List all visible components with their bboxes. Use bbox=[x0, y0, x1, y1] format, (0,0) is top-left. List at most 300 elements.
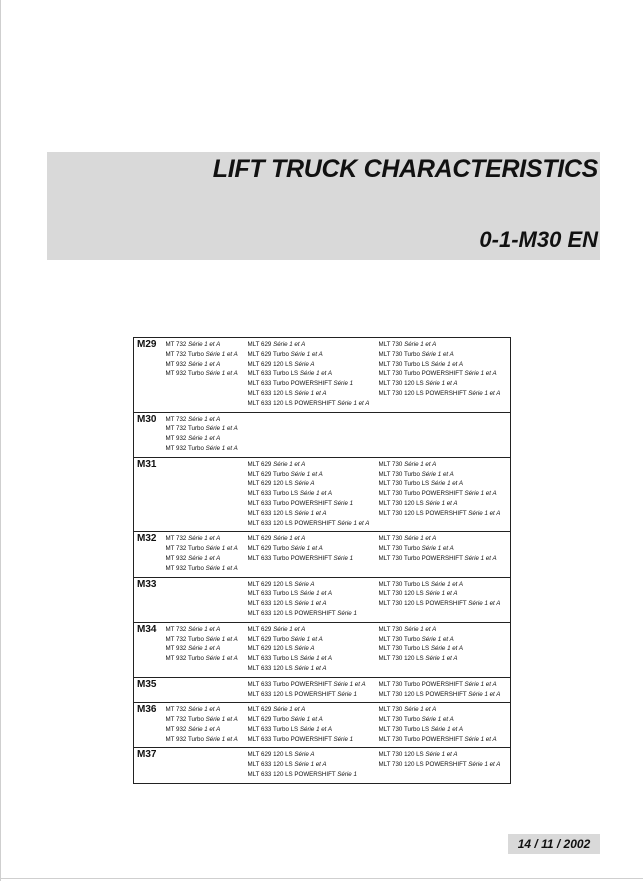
model-entry bbox=[248, 599, 379, 609]
model-name: MLT 633 Turbo LS bbox=[247, 490, 299, 498]
category-code: M32 bbox=[134, 532, 166, 577]
model-entry bbox=[379, 599, 511, 609]
model-column-col2 bbox=[248, 577, 379, 622]
model-series: Série 1 et A bbox=[188, 435, 221, 443]
model-entry bbox=[248, 750, 379, 760]
model-entry bbox=[166, 654, 248, 664]
model-name: MLT 730 Turbo bbox=[378, 635, 420, 643]
model-series: Série 1 et A bbox=[468, 761, 501, 769]
model-column-col3 bbox=[379, 532, 511, 577]
category-row bbox=[134, 748, 511, 783]
model-series: Série 1 et A bbox=[404, 706, 437, 714]
model-series: Série 1 et A bbox=[205, 545, 238, 553]
model-series: Série 1 et A bbox=[464, 554, 497, 562]
model-series: Série 1 et A bbox=[205, 350, 238, 358]
model-series: Série 1 et A bbox=[205, 444, 238, 452]
model-name: MLT 730 bbox=[378, 535, 403, 543]
model-entry bbox=[248, 635, 379, 645]
model-entry bbox=[248, 519, 379, 529]
model-entry bbox=[379, 715, 511, 725]
model-entry bbox=[379, 509, 511, 519]
model-entry bbox=[248, 725, 379, 735]
model-series: Série 1 et A bbox=[337, 399, 370, 407]
model-name: MT 732 bbox=[165, 625, 187, 633]
model-entry bbox=[248, 350, 379, 360]
category-row bbox=[134, 577, 511, 622]
model-entry bbox=[166, 369, 248, 379]
model-entry bbox=[248, 554, 379, 564]
model-name: MLT 629 120 LS bbox=[247, 580, 293, 588]
model-name: MLT 730 120 LS bbox=[378, 499, 424, 507]
category-row bbox=[134, 457, 511, 532]
model-series: Série 1 et A bbox=[188, 341, 221, 348]
model-entry bbox=[248, 509, 379, 519]
model-name: MLT 730 120 LS POWERSHIFT bbox=[378, 389, 467, 397]
model-entry bbox=[379, 340, 511, 350]
model-entry bbox=[166, 625, 248, 635]
category-row bbox=[134, 532, 511, 577]
model-entry bbox=[248, 664, 379, 674]
model-entry bbox=[379, 654, 511, 664]
model-column-col2 bbox=[248, 677, 379, 703]
model-name: MLT 629 bbox=[247, 706, 272, 714]
model-series: Série 1 et A bbox=[188, 625, 221, 633]
model-name: MLT 730 bbox=[378, 341, 403, 348]
model-name: MLT 629 bbox=[247, 625, 272, 633]
model-name: MLT 730 Turbo bbox=[378, 470, 420, 478]
model-name: MLT 633 120 LS bbox=[247, 761, 293, 769]
model-column-col3 bbox=[379, 577, 511, 622]
model-name: MLT 633 Turbo POWERSHIFT bbox=[247, 680, 332, 688]
category-code: M36 bbox=[134, 703, 166, 748]
model-entry bbox=[379, 499, 511, 509]
category-row bbox=[134, 412, 511, 457]
model-name: MLT 633 120 LS bbox=[247, 664, 293, 672]
model-entry bbox=[248, 644, 379, 654]
model-entry bbox=[379, 554, 511, 564]
model-series: Série 1 bbox=[333, 380, 354, 388]
model-series: Série 1 et A bbox=[421, 350, 454, 358]
model-entry bbox=[166, 705, 248, 715]
model-name: MLT 730 Turbo LS bbox=[378, 645, 430, 653]
model-series: Série 1 et A bbox=[337, 519, 370, 527]
model-name: MLT 730 Turbo POWERSHIFT bbox=[378, 554, 463, 562]
category-code: M29 bbox=[134, 338, 166, 413]
model-series: Série 1 et A bbox=[468, 600, 501, 608]
model-entry bbox=[379, 750, 511, 760]
model-series: Série 1 et A bbox=[464, 370, 497, 378]
model-series: Série A bbox=[294, 360, 315, 368]
model-column-col2 bbox=[248, 412, 379, 457]
model-series: Série 1 bbox=[333, 554, 354, 562]
title-band bbox=[47, 152, 600, 260]
model-series: Série 1 et A bbox=[404, 341, 437, 348]
model-name: MLT 730 bbox=[378, 460, 403, 468]
model-name: MLT 633 Turbo POWERSHIFT bbox=[247, 735, 332, 743]
model-name: MLT 633 120 LS POWERSHIFT bbox=[247, 609, 336, 617]
model-entry bbox=[248, 399, 379, 409]
model-entry bbox=[379, 379, 511, 389]
model-series: Série 1 bbox=[333, 499, 354, 507]
model-name: MLT 730 Turbo POWERSHIFT bbox=[378, 680, 463, 688]
model-name: MLT 633 Turbo POWERSHIFT bbox=[247, 554, 332, 562]
model-entry bbox=[166, 735, 248, 745]
model-entry bbox=[166, 554, 248, 564]
category-code: M35 bbox=[134, 677, 166, 703]
model-entry bbox=[248, 479, 379, 489]
model-name: MT 932 bbox=[165, 725, 187, 733]
model-entry bbox=[166, 715, 248, 725]
model-series: Série A bbox=[294, 751, 315, 759]
model-series: Série 1 et A bbox=[273, 625, 306, 633]
model-name: MT 932 Turbo bbox=[165, 735, 204, 743]
model-series: Série 1 et A bbox=[290, 545, 323, 553]
category-row bbox=[134, 622, 511, 677]
model-entry bbox=[248, 499, 379, 509]
model-series: Série 1 et A bbox=[333, 680, 366, 688]
model-series: Série 1 et A bbox=[188, 725, 221, 733]
model-entry bbox=[248, 379, 379, 389]
model-entry bbox=[166, 444, 248, 454]
model-name: MLT 629 120 LS bbox=[247, 645, 293, 653]
model-series: Série 1 bbox=[333, 735, 354, 743]
model-column-col2 bbox=[248, 532, 379, 577]
model-entry bbox=[379, 389, 511, 399]
model-series: Série 1 et A bbox=[430, 645, 464, 653]
model-name: MLT 730 Turbo POWERSHIFT bbox=[378, 370, 463, 378]
model-entry bbox=[379, 705, 511, 715]
model-entry bbox=[248, 609, 379, 619]
model-column-col1 bbox=[166, 412, 248, 457]
model-series: Série 1 et A bbox=[464, 680, 497, 688]
model-series: Série 1 bbox=[337, 771, 357, 779]
model-entry bbox=[248, 654, 379, 664]
category-row bbox=[134, 703, 511, 748]
model-series: Série A bbox=[294, 580, 315, 588]
model-name: MT 932 bbox=[165, 360, 187, 368]
model-series: Série 1 et A bbox=[421, 545, 454, 553]
model-column-col2 bbox=[248, 338, 379, 413]
model-series: Série 1 et A bbox=[205, 716, 238, 724]
model-name: MLT 633 120 LS bbox=[247, 509, 293, 517]
model-name: MLT 730 bbox=[378, 706, 403, 714]
category-code: M33 bbox=[134, 577, 166, 622]
model-series: Série 1 et A bbox=[188, 535, 221, 543]
model-column-col1 bbox=[166, 457, 248, 532]
model-series: Série 1 et A bbox=[299, 655, 333, 663]
model-entry bbox=[248, 680, 379, 690]
model-column-col1 bbox=[166, 577, 248, 622]
model-series: Série 1 et A bbox=[273, 341, 306, 348]
model-name: MLT 730 Turbo LS bbox=[378, 580, 430, 588]
model-series: Série 1 bbox=[337, 690, 357, 698]
model-name: MLT 629 Turbo bbox=[247, 545, 289, 553]
model-entry bbox=[379, 635, 511, 645]
model-column-col1 bbox=[166, 748, 248, 783]
model-series: Série 1 et A bbox=[294, 389, 327, 397]
model-name: MLT 629 bbox=[247, 341, 272, 348]
model-series: Série 1 et A bbox=[294, 509, 327, 517]
model-series: Série 1 et A bbox=[299, 590, 333, 598]
model-column-col1 bbox=[166, 622, 248, 677]
page-bottom-edge bbox=[0, 878, 643, 879]
model-series: Série 1 et A bbox=[273, 460, 306, 468]
model-name: MLT 730 Turbo bbox=[378, 545, 420, 553]
model-name: MT 732 Turbo bbox=[165, 425, 204, 433]
model-column-col3 bbox=[379, 622, 511, 677]
model-name: MLT 629 Turbo bbox=[247, 350, 289, 358]
model-name: MLT 633 Turbo LS bbox=[247, 370, 299, 378]
model-entry bbox=[248, 760, 379, 770]
model-name: MLT 730 120 LS POWERSHIFT bbox=[378, 690, 467, 698]
model-name: MLT 633 Turbo LS bbox=[247, 590, 299, 598]
model-name: MT 932 Turbo bbox=[165, 444, 204, 452]
model-column-col3 bbox=[379, 703, 511, 748]
model-name: MLT 633 Turbo LS bbox=[247, 655, 299, 663]
model-entry bbox=[248, 589, 379, 599]
model-series: Série 1 et A bbox=[294, 600, 327, 608]
model-name: MLT 633 120 LS POWERSHIFT bbox=[247, 519, 336, 527]
model-column-col3 bbox=[379, 338, 511, 413]
model-entry bbox=[248, 489, 379, 499]
model-entry bbox=[379, 760, 511, 770]
model-entry bbox=[248, 340, 379, 350]
model-name: MLT 633 120 LS POWERSHIFT bbox=[247, 399, 336, 407]
model-name: MLT 730 Turbo POWERSHIFT bbox=[378, 490, 463, 498]
model-series: Série 1 et A bbox=[299, 370, 333, 378]
model-name: MT 932 bbox=[165, 645, 187, 653]
document-title: LIFT TRUCK CHARACTERISTICS bbox=[212, 155, 598, 183]
model-series: Série 1 et A bbox=[188, 415, 221, 423]
model-name: MLT 730 Turbo LS bbox=[378, 360, 430, 368]
model-series: Série 1 et A bbox=[425, 655, 458, 663]
model-name: MT 732 Turbo bbox=[165, 635, 204, 643]
model-name: MLT 730 120 LS POWERSHIFT bbox=[378, 600, 467, 608]
model-name: MLT 730 120 LS bbox=[378, 655, 424, 663]
model-column-col3 bbox=[379, 748, 511, 783]
model-series: Série 1 et A bbox=[421, 470, 454, 478]
model-series: Série 1 et A bbox=[294, 664, 327, 672]
model-series: Série 1 et A bbox=[205, 425, 238, 433]
model-name: MT 732 Turbo bbox=[165, 350, 204, 358]
model-series: Série 1 et A bbox=[188, 360, 221, 368]
model-name: MLT 629 bbox=[247, 535, 272, 543]
model-series: Série 1 bbox=[337, 609, 357, 617]
model-series: Série 1 et A bbox=[290, 470, 323, 478]
model-column-col1 bbox=[166, 532, 248, 577]
model-name: MLT 629 Turbo bbox=[247, 716, 289, 724]
model-series: Série 1 et A bbox=[205, 370, 238, 378]
model-entry bbox=[379, 350, 511, 360]
model-name: MT 932 Turbo bbox=[165, 564, 204, 572]
model-entry bbox=[379, 580, 511, 590]
model-series: Série A bbox=[294, 645, 315, 653]
model-name: MT 732 bbox=[165, 341, 187, 348]
model-series: Série 1 et A bbox=[430, 480, 464, 488]
model-entry bbox=[379, 544, 511, 554]
model-entry bbox=[379, 360, 511, 370]
model-series: Série 1 et A bbox=[464, 490, 497, 498]
model-entry bbox=[166, 635, 248, 645]
model-series: Série 1 et A bbox=[421, 635, 454, 643]
model-entry bbox=[248, 460, 379, 470]
model-entry bbox=[248, 389, 379, 399]
model-entry bbox=[379, 644, 511, 654]
model-name: MLT 730 120 LS bbox=[378, 380, 424, 388]
table-body bbox=[134, 338, 511, 784]
model-entry bbox=[248, 369, 379, 379]
model-name: MLT 629 120 LS bbox=[247, 480, 293, 488]
model-entry bbox=[379, 479, 511, 489]
model-entry bbox=[248, 690, 379, 700]
model-entry bbox=[166, 350, 248, 360]
model-series: Série 1 et A bbox=[425, 751, 458, 759]
model-column-col2 bbox=[248, 457, 379, 532]
model-column-col1 bbox=[166, 338, 248, 413]
model-column-col2 bbox=[248, 748, 379, 783]
model-series: Série 1 et A bbox=[468, 690, 501, 698]
model-series: Série 1 et A bbox=[205, 655, 238, 663]
category-row bbox=[134, 338, 511, 413]
document-date: 14 / 11 / 2002 bbox=[508, 834, 600, 854]
model-entry bbox=[166, 424, 248, 434]
model-name: MLT 730 120 LS bbox=[378, 590, 424, 598]
model-entry bbox=[248, 534, 379, 544]
model-column-col3 bbox=[379, 457, 511, 532]
model-series: Série 1 et A bbox=[188, 706, 221, 714]
model-entry bbox=[166, 564, 248, 574]
model-entry bbox=[379, 460, 511, 470]
model-series: Série 1 et A bbox=[468, 509, 501, 517]
model-entry bbox=[379, 735, 511, 745]
category-code: M31 bbox=[134, 457, 166, 532]
model-entry bbox=[248, 360, 379, 370]
model-name: MLT 633 120 LS bbox=[247, 600, 293, 608]
category-code: M37 bbox=[134, 748, 166, 783]
model-name: MLT 730 120 LS POWERSHIFT bbox=[378, 761, 467, 769]
model-entry bbox=[379, 725, 511, 735]
model-series: Série 1 et A bbox=[421, 716, 454, 724]
model-series: Série 1 et A bbox=[290, 635, 323, 643]
model-entry bbox=[166, 415, 248, 425]
model-entry bbox=[248, 470, 379, 480]
model-entry bbox=[248, 580, 379, 590]
model-series: Série 1 et A bbox=[299, 725, 333, 733]
model-series: Série 1 et A bbox=[273, 706, 306, 714]
model-name: MT 932 Turbo bbox=[165, 655, 204, 663]
model-name: MT 732 Turbo bbox=[165, 545, 204, 553]
model-name: MLT 633 120 LS bbox=[247, 389, 293, 397]
model-entry bbox=[248, 770, 379, 780]
model-series: Série 1 et A bbox=[290, 350, 323, 358]
model-series: Série 1 et A bbox=[404, 625, 437, 633]
model-series: Série 1 et A bbox=[205, 564, 238, 572]
model-name: MLT 629 Turbo bbox=[247, 635, 289, 643]
model-entry bbox=[166, 644, 248, 654]
model-series: Série 1 et A bbox=[425, 499, 458, 507]
model-name: MLT 730 bbox=[378, 625, 403, 633]
model-name: MLT 629 120 LS bbox=[247, 360, 293, 368]
model-name: MLT 633 Turbo POWERSHIFT bbox=[247, 499, 332, 507]
model-column-col3 bbox=[379, 412, 511, 457]
model-series: Série 1 et A bbox=[299, 490, 333, 498]
document-code: 0-1-M30 EN bbox=[479, 227, 598, 252]
model-name: MLT 629 120 LS bbox=[247, 751, 293, 759]
model-name: MLT 730 Turbo bbox=[378, 716, 420, 724]
model-category-table bbox=[133, 337, 511, 784]
page-left-edge bbox=[0, 0, 1, 881]
model-column-col3 bbox=[379, 677, 511, 703]
model-entry bbox=[248, 705, 379, 715]
model-name: MT 732 Turbo bbox=[165, 716, 204, 724]
model-entry bbox=[166, 340, 248, 350]
model-column-col2 bbox=[248, 622, 379, 677]
model-series: Série 1 et A bbox=[188, 554, 221, 562]
model-series: Série 1 et A bbox=[430, 580, 464, 588]
model-entry bbox=[166, 360, 248, 370]
model-name: MLT 730 120 LS bbox=[378, 751, 424, 759]
model-name: MLT 730 Turbo POWERSHIFT bbox=[378, 735, 463, 743]
model-name: MT 732 bbox=[165, 415, 187, 423]
model-name: MT 932 Turbo bbox=[165, 370, 204, 378]
model-series: Série 1 et A bbox=[188, 645, 221, 653]
model-entry bbox=[379, 625, 511, 635]
model-entry bbox=[248, 544, 379, 554]
model-series: Série 1 et A bbox=[464, 735, 497, 743]
model-entry bbox=[248, 735, 379, 745]
model-series: Série 1 et A bbox=[205, 735, 238, 743]
model-column-col2 bbox=[248, 703, 379, 748]
model-entry bbox=[379, 489, 511, 499]
model-name: MT 932 bbox=[165, 435, 187, 443]
model-entry bbox=[166, 544, 248, 554]
model-name: MLT 730 Turbo LS bbox=[378, 480, 430, 488]
model-entry bbox=[379, 369, 511, 379]
category-row bbox=[134, 677, 511, 703]
model-name: MLT 730 Turbo bbox=[378, 350, 420, 358]
model-name: MLT 629 Turbo bbox=[247, 470, 289, 478]
model-series: Série 1 et A bbox=[468, 389, 501, 397]
model-name: MT 732 bbox=[165, 706, 187, 714]
model-name: MT 732 bbox=[165, 535, 187, 543]
category-code: M30 bbox=[134, 412, 166, 457]
model-series: Série 1 et A bbox=[290, 716, 323, 724]
model-name: MLT 730 120 LS POWERSHIFT bbox=[378, 509, 467, 517]
category-code: M34 bbox=[134, 622, 166, 677]
model-name: MLT 633 Turbo LS bbox=[247, 725, 299, 733]
model-column-col1 bbox=[166, 677, 248, 703]
model-entry bbox=[166, 434, 248, 444]
model-series: Série 1 et A bbox=[404, 535, 437, 543]
model-name: MLT 633 120 LS POWERSHIFT bbox=[247, 690, 336, 698]
model-name: MLT 629 bbox=[247, 460, 272, 468]
model-series: Série 1 et A bbox=[425, 380, 458, 388]
model-entry bbox=[248, 715, 379, 725]
model-entry bbox=[166, 725, 248, 735]
model-entry bbox=[379, 470, 511, 480]
model-name: MLT 633 Turbo POWERSHIFT bbox=[247, 380, 332, 388]
model-entry bbox=[379, 589, 511, 599]
model-entry bbox=[379, 680, 511, 690]
model-name: MT 932 bbox=[165, 554, 187, 562]
model-entry bbox=[379, 690, 511, 700]
model-entry bbox=[379, 534, 511, 544]
model-column-col1 bbox=[166, 703, 248, 748]
model-series: Série A bbox=[294, 480, 315, 488]
model-entry bbox=[248, 625, 379, 635]
model-name: MLT 730 Turbo LS bbox=[378, 725, 430, 733]
model-series: Série 1 et A bbox=[404, 460, 437, 468]
